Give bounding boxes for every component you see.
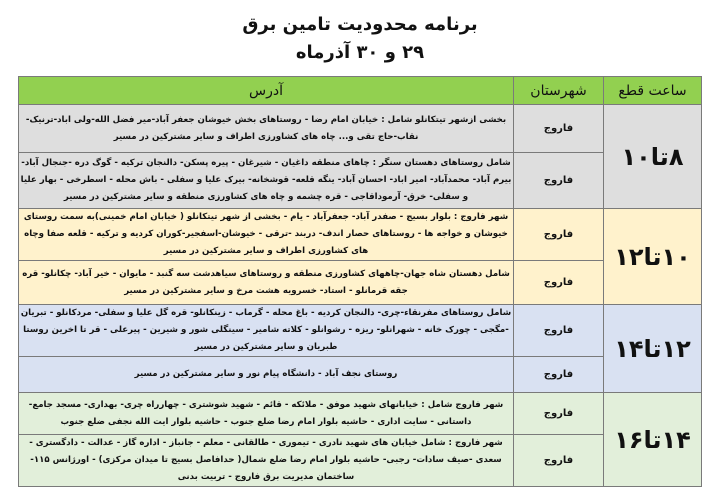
address-cell: شهر فاروج : شامل خیابان های شهید نادری - تیموری - طالقانی - معلم - جانباز - اداره گاز - عدالت - دادگستری - سعدی -صیف سادات- رجبی- حاشیه بلوار امام رضا ضلع شمال( حدافاصل بسیج تا میدان مرکزی) - اورژانس ۱۱۵-ساختمان مدیریت برق فاروج - تربیت بدنی bbox=[19, 435, 514, 487]
address-cell: روستای نجف آباد - دانشگاه پیام نور و سایر مشترکین در مسیر bbox=[19, 357, 514, 393]
time-slot-cell: ۱۰تا۱۲ bbox=[604, 209, 702, 305]
address-cell: شهر فاروج : بلوار بسیج - صفدر آباد- جعفرآباد - یام - بخشی از شهر تیتکانلو ( خیابان امام خمینی)به سمت روستای خیوشان و خواجه ها - روستاهای حصار اندف- دربند -ترقی - خیوشان-اسفجیر-کوران کردیه و ترکیه - قلعه صفا وچاه های کشاورزی اطراف و سایر مشترکین در مسیر bbox=[19, 209, 514, 261]
address-cell: بخشی ازشهر تیتکانلو شامل : خیابان امام رضا - روستاهای بخش خیوشان جعفر آباد-میر فضل الله-ولی اباد-ترنیک-نقاب-حاج تقی و... چاه های کشاورزی اطراف و سایر مشترکین در مسیر bbox=[19, 105, 514, 153]
address-cell: شامل دهستان شاه جهان-چاههای کشاورزی منطقه و روستاهای سیاهدشت سه گنبد - مایوان - خیر آباد- چکانلو- قره جقه قرمانلو - استاد- خسرویه هشت مرخ و سایر مشترکین در مسیر bbox=[19, 261, 514, 305]
city-cell: فاروج bbox=[514, 393, 604, 435]
table-row bbox=[19, 153, 702, 209]
outage-schedule-table bbox=[18, 76, 702, 487]
city-cell: فاروج bbox=[514, 209, 604, 261]
table-row bbox=[19, 305, 702, 357]
time-slot-cell: ۱۴تا۱۶ bbox=[604, 393, 702, 487]
city-cell: فاروج bbox=[514, 105, 604, 153]
column-header-city: شهرستان bbox=[514, 77, 604, 105]
city-cell: فاروج bbox=[514, 435, 604, 487]
address-cell: شامل روستاهای مفرنقاء-چری- دالنجان کردیه - باغ محله - گرماب - زینکانلو- قره گل علیا و سفلی- مردکانلو - تبریان -مگجی - چورک خانه - شهرانلو- ریزه - رشوانلو - کلاته شامیر - سینگلی شور و شیرین - پیرعلی - قر تا اخرین روستا طبریان و سایر مشترکین در مسیر bbox=[19, 305, 514, 357]
document-subtitle-dates: ۲۹ و ۳۰ آذرماه bbox=[295, 42, 425, 63]
time-slot-cell: ۱۲تا۱۴ bbox=[604, 305, 702, 393]
address-cell: شامل روستاهای دهستان سنگر : چاهای منطقه داغیان - شیرغان - پیره پسکن- دالنجان ترکیه - گوگ دره -جنجال آباد- بیرم آباد- محمدآباد- امیر اباد- احسان آباد- ینگه قلعه- قوشخانه- بیرک علیا و سفلی - باش محله - اسطرخی - بهار علیا و سفلی- خرق- آرموداقاجی - قره چشمه و چاه های کشاورزی منطقه و سایر مشترکین در مسیر bbox=[19, 153, 514, 209]
column-header-address: آدرس bbox=[19, 77, 514, 105]
table-row bbox=[19, 261, 702, 305]
address-cell: شهر فاروج شامل : خیابانهای شهید موفق - ملائکه - قائم - شهید شوشتری - چهارراه چری- بهداری- مسجد جامع-داستانی - سایت اداری - حاشیه بلوار امام رضا ضلع جنوب - حاشیه بلوار ایت الله نجفی ضلع جنوب bbox=[19, 393, 514, 435]
city-cell: فاروج bbox=[514, 153, 604, 209]
table-row bbox=[19, 435, 702, 487]
column-header-time: ساعت قطع bbox=[604, 77, 702, 105]
table-header-row bbox=[19, 77, 702, 105]
table-row bbox=[19, 209, 702, 261]
city-cell: فاروج bbox=[514, 305, 604, 357]
city-cell: فاروج bbox=[514, 261, 604, 305]
document-title: برنامه محدودیت تامین برق bbox=[242, 14, 478, 35]
city-cell: فاروج bbox=[514, 357, 604, 393]
time-slot-cell: ۸تا۱۰ bbox=[604, 105, 702, 209]
table-row bbox=[19, 357, 702, 393]
table-row bbox=[19, 393, 702, 435]
table-row bbox=[19, 105, 702, 153]
